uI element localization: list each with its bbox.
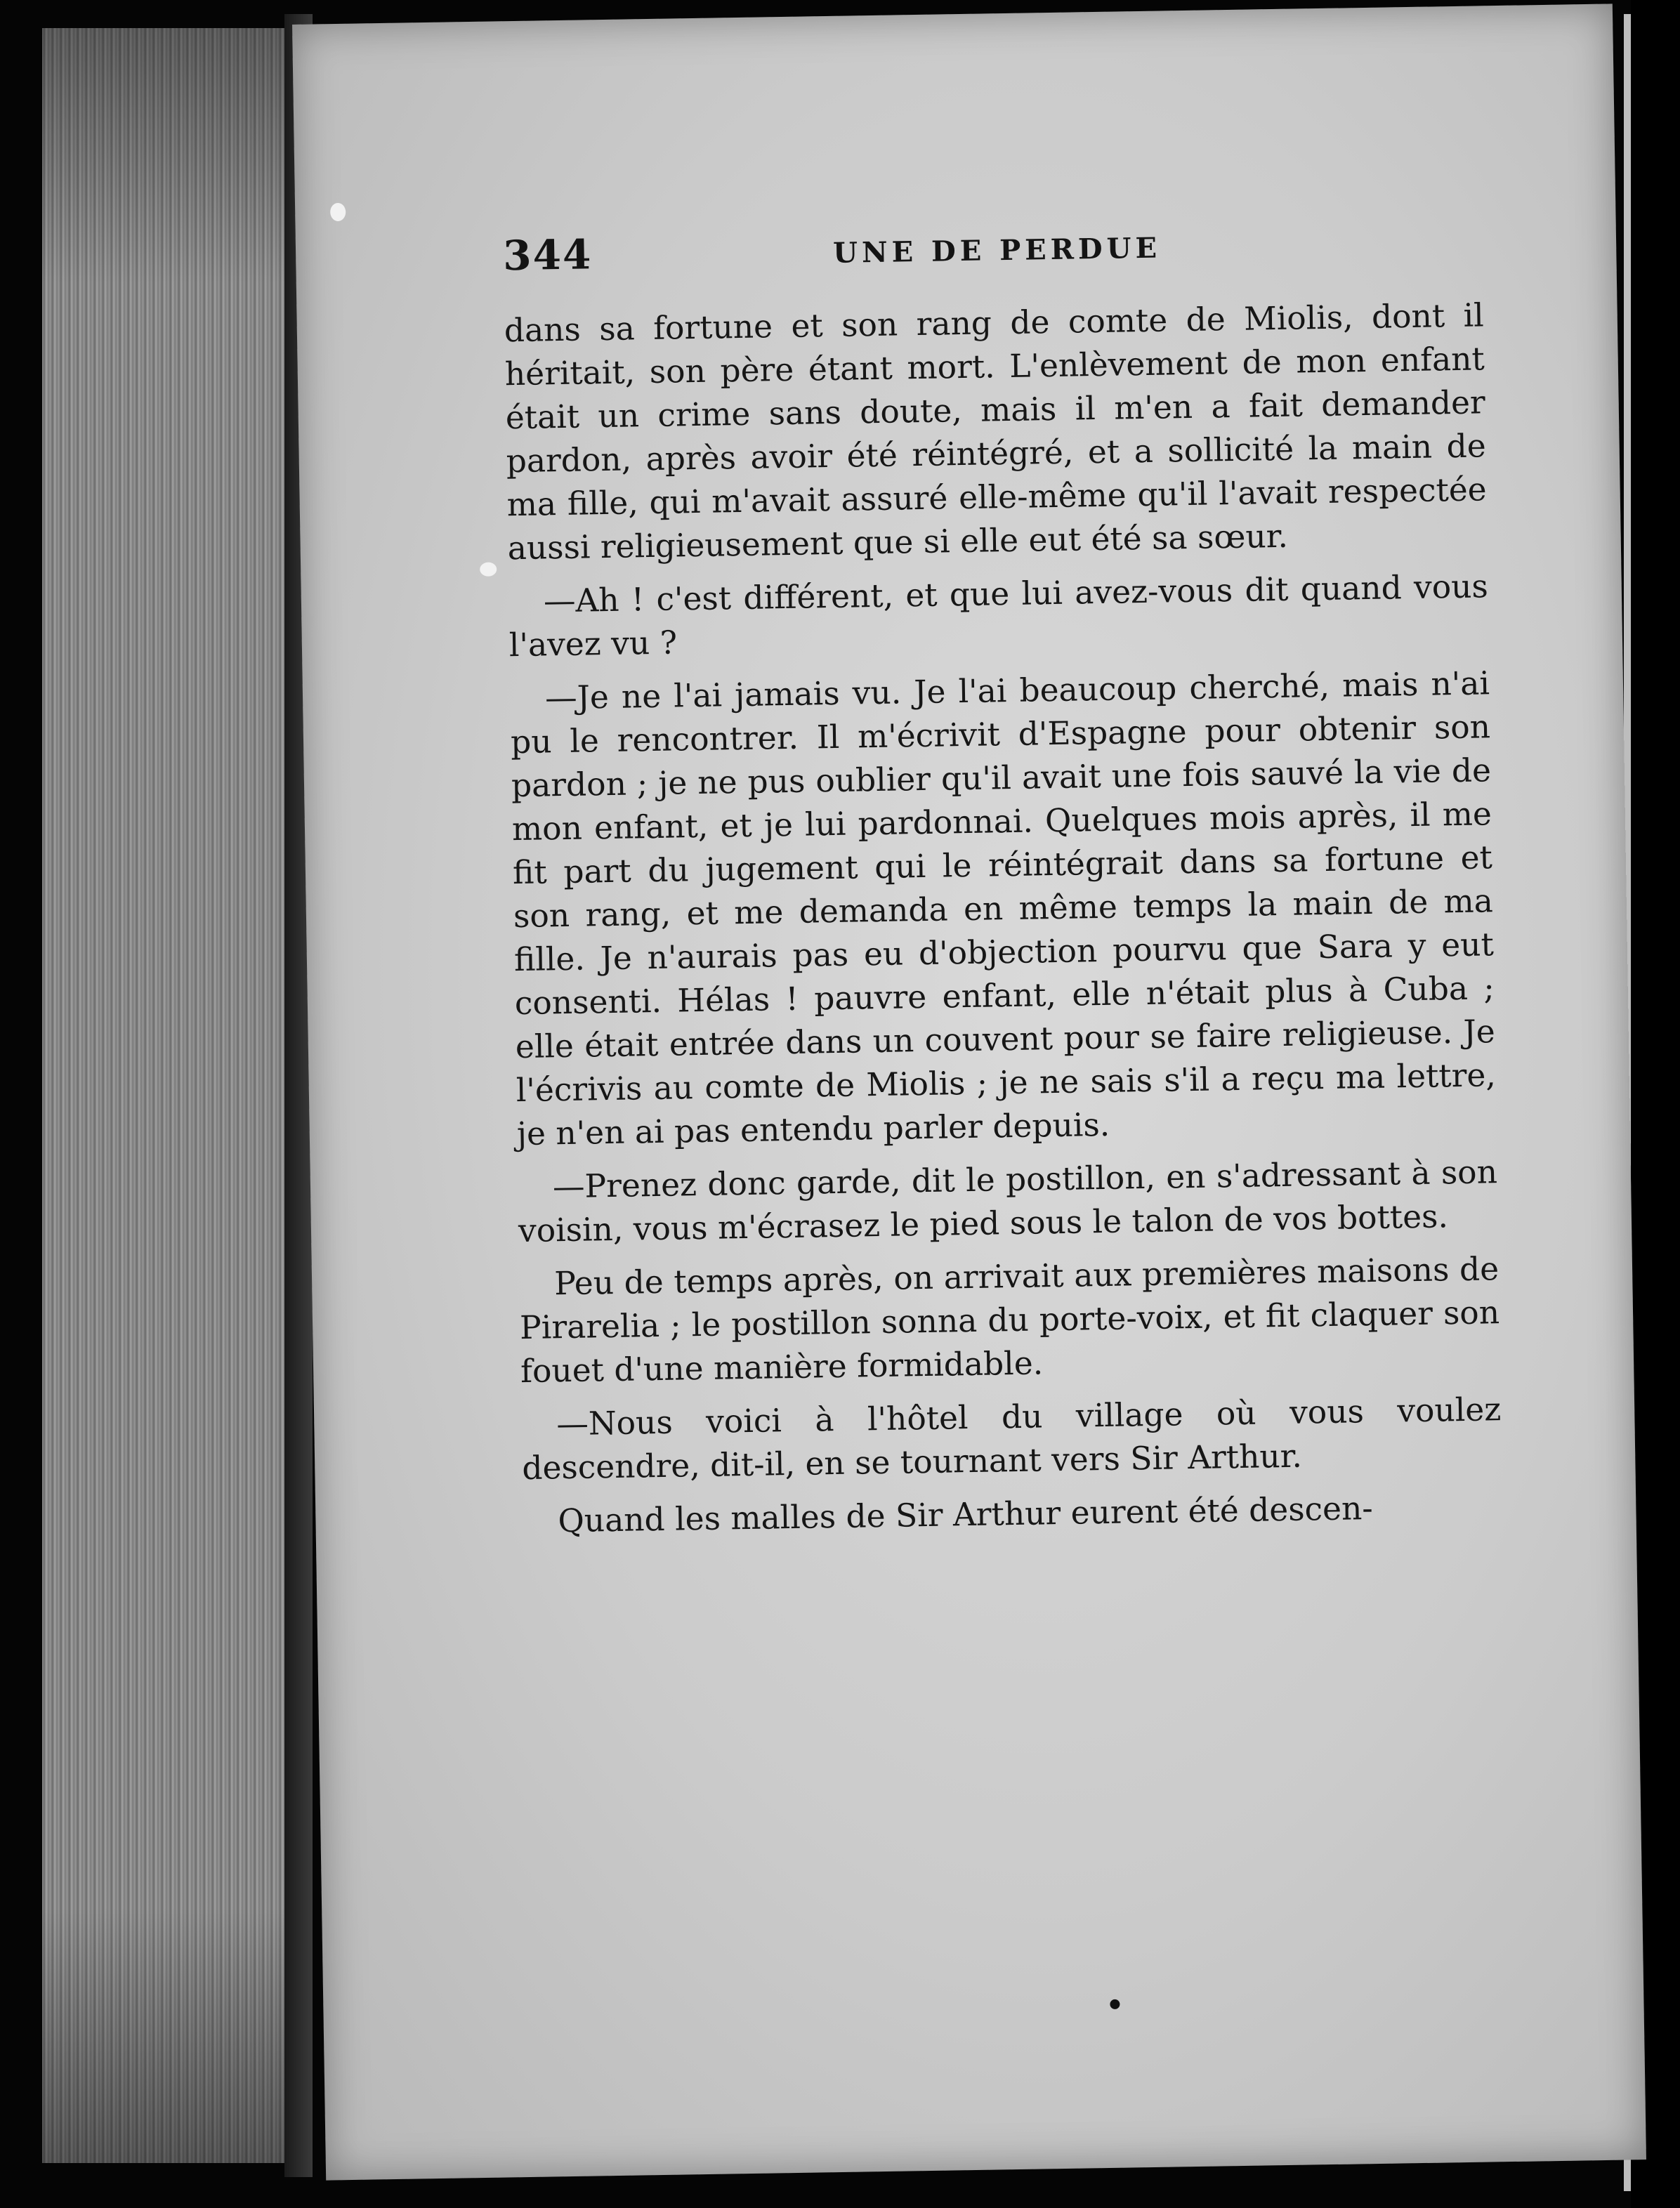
body-text <box>504 294 1503 1553</box>
scan-speck <box>330 203 346 221</box>
paragraph: —Je ne l'ai jamais vu. Je l'ai beaucoup cherché, mais n'ai pu le rencontrer. Il m'écrivit d'Espagne pour obtenir son pardon ; je ne pus oublier qu'il avait une fois sauvé la vie de mon enfant, et je lui pardonnai. Quelques mois après, il me fit part du jugement qui le réintégrait dans sa fortune et son rang, et me demanda en même temps la main de ma fille. Je n'aurais pas eu d'objection pourvu que Sara y eut consenti. Hélas ! pauvre enfant, elle n'était plus à Cuba ; elle était entrée dans un couvent pour se faire religieuse. Je l'écrivis au comte de Miolis ; je ne sais s'il a reçu ma lettre, je n'en ai pas entendu parler depuis. <box>510 664 1497 1153</box>
paragraph: —Prenez donc garde, dit le postillon, en s'adressant à son voisin, vous m'écrasez le pied sous le talon de vos bottes. <box>518 1153 1498 1250</box>
paragraph: Peu de temps après, on arrivait aux premières maisons de Pirarelia ; le postillon sonna du porte-voix, et fit claquer son fouet d'une manière formidable. <box>519 1250 1500 1391</box>
page-number: 344 <box>502 230 593 280</box>
running-title: UNE DE PERDUE <box>832 231 1162 270</box>
paragraph: Quand les malles de Sir Arthur eurent été descen- <box>558 1490 1374 1540</box>
scan-speck <box>1110 1999 1120 2009</box>
book-page-edges <box>42 28 299 2163</box>
scan-speck <box>480 562 497 576</box>
paragraph: dans sa fortune et son rang de comte de Miolis, dont il héritait, son père étant mort. L'enlèvement de mon enfant était un crime sans doute, mais il m'en a fait demander pardon, après avoir été réintégré, et a sollicité la main de ma fille, qui m'avait assuré elle-même qu'il l'avait respectée aussi religieusement que si elle eut été sa sœur. <box>504 296 1488 567</box>
page-header <box>503 216 1487 288</box>
paragraph: —Nous voici à l'hôtel du village où vous voulez descendre, dit-il, en se tournant vers Sir Arthur. <box>521 1391 1502 1487</box>
paragraph: —Ah ! c'est différent, et que lui avez-vous dit quand vous l'avez vu ? <box>508 567 1489 664</box>
book-page <box>292 4 1646 2180</box>
